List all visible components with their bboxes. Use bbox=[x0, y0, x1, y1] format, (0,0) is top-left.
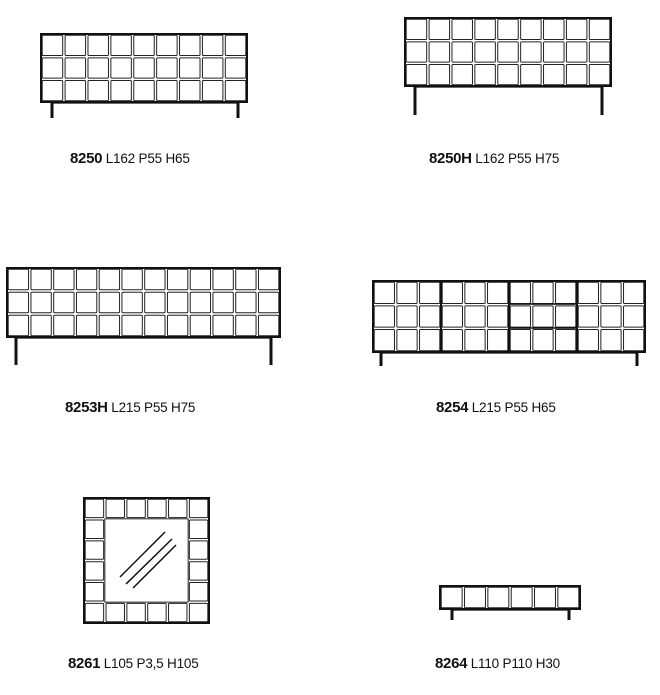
sideboard-8250H-tile bbox=[429, 42, 449, 62]
sideboard-8253H-tile bbox=[190, 292, 210, 313]
mirror-8261-glass bbox=[105, 519, 188, 602]
sideboard-8254-tile bbox=[465, 306, 485, 327]
sideboard-8253H-tile bbox=[213, 269, 233, 290]
sideboard-8250H-tile bbox=[544, 65, 564, 85]
caption-8254 bbox=[436, 399, 556, 416]
mirror-8261-tile bbox=[169, 499, 187, 517]
sideboard-8250H-tile bbox=[475, 19, 495, 39]
sideboard-8250H-tile bbox=[589, 65, 609, 85]
mirror-8261-tile bbox=[127, 499, 145, 517]
table-8264-tile bbox=[535, 587, 556, 608]
sideboard-8253H-tile bbox=[167, 292, 187, 313]
product-code: 8250 bbox=[70, 150, 103, 167]
sideboard-8250H-tile bbox=[521, 19, 541, 39]
caption-8250 bbox=[70, 150, 190, 167]
sideboard-8250H-tile bbox=[544, 19, 564, 39]
sideboard-8250-tile bbox=[202, 58, 222, 78]
sideboard-8250-tile bbox=[88, 58, 108, 78]
sideboard-8254-tile bbox=[556, 282, 576, 303]
sideboard-8250-tile bbox=[225, 58, 245, 78]
sideboard-8254-tile bbox=[601, 330, 621, 351]
sideboard-8254-tile bbox=[488, 306, 508, 327]
sideboard-8253H-tile bbox=[76, 269, 96, 290]
sideboard-8254-tile bbox=[488, 282, 508, 303]
sideboard-8254-tile bbox=[397, 282, 417, 303]
sideboard-8250-tile bbox=[134, 35, 154, 55]
product-code: 8261 bbox=[68, 655, 101, 672]
sideboard-8253H-tile bbox=[145, 269, 165, 290]
product-dimensions: L110 P110 H30 bbox=[470, 656, 560, 671]
sideboard-8253H-tile bbox=[190, 315, 210, 336]
sideboard-8250-tile bbox=[65, 58, 85, 78]
sideboard-8254-tile bbox=[442, 282, 462, 303]
sideboard-8250H-tile bbox=[452, 65, 472, 85]
sideboard-8250-tile bbox=[157, 81, 177, 101]
sideboard-8250-tile bbox=[157, 35, 177, 55]
sideboard-8254-tile bbox=[624, 282, 644, 303]
sideboard-8250-tile bbox=[180, 58, 200, 78]
sideboard-8254-tile bbox=[624, 306, 644, 327]
product-dimensions: L215 P55 H75 bbox=[111, 400, 196, 415]
sideboard-8254-tile bbox=[374, 282, 394, 303]
sideboard-8250-tile bbox=[180, 81, 200, 101]
sideboard-8254-tile bbox=[533, 330, 553, 351]
sideboard-8253H-tile bbox=[236, 269, 256, 290]
mirror-8261-tile bbox=[189, 499, 207, 517]
sideboard-8254-tile bbox=[510, 282, 530, 303]
sideboard-8253H-tile bbox=[99, 315, 119, 336]
sideboard-8250H-tile bbox=[521, 65, 541, 85]
sideboard-8253H-tile bbox=[213, 292, 233, 313]
sideboard-8250H-tile bbox=[566, 19, 586, 39]
sideboard-8253H-tile bbox=[122, 315, 142, 336]
sideboard-8250-tile bbox=[225, 35, 245, 55]
product-code: 8250H bbox=[429, 150, 472, 167]
sideboard-8253H-tile bbox=[236, 292, 256, 313]
sideboard-8253H-tile bbox=[167, 315, 187, 336]
sideboard-8253H-tile bbox=[76, 292, 96, 313]
sideboard-8250H-tile bbox=[566, 65, 586, 85]
sideboard-8254-tile bbox=[578, 306, 598, 327]
sideboard-8253H-tile bbox=[8, 269, 28, 290]
sideboard-8254-tile bbox=[533, 306, 553, 327]
product-dimensions: L105 P3,5 H105 bbox=[103, 656, 199, 671]
mirror-8261-tile bbox=[106, 603, 124, 621]
sideboard-8254-tile bbox=[578, 282, 598, 303]
sideboard-8253H-tile bbox=[145, 315, 165, 336]
table-8264-tile bbox=[441, 587, 462, 608]
sideboard-8254-tile bbox=[601, 306, 621, 327]
sideboard-8250-tile bbox=[88, 81, 108, 101]
product-code: 8253H bbox=[65, 399, 108, 416]
sideboard-8254-tile bbox=[442, 306, 462, 327]
sideboard-8250H-tile bbox=[544, 42, 564, 62]
sideboard-8253H-tile bbox=[31, 269, 51, 290]
sideboard-8253H-tile bbox=[258, 315, 278, 336]
sideboard-8250H-tile bbox=[475, 42, 495, 62]
sideboard-8254-tile bbox=[397, 306, 417, 327]
sideboard-8250-tile bbox=[134, 58, 154, 78]
mirror-8261-tile bbox=[85, 520, 103, 538]
mirror-8261-tile bbox=[169, 603, 187, 621]
sideboard-8250H-tile bbox=[475, 65, 495, 85]
sideboard-8250-tile bbox=[42, 58, 62, 78]
sideboard-8250-tile bbox=[88, 35, 108, 55]
sideboard-8254-tile bbox=[510, 306, 530, 327]
sideboard-8254-tile bbox=[624, 330, 644, 351]
sideboard-8254-tile bbox=[420, 282, 440, 303]
sideboard-8250-tile bbox=[157, 58, 177, 78]
mirror-8261-tile bbox=[189, 583, 207, 601]
product-dimensions: L162 P55 H65 bbox=[105, 151, 190, 166]
sideboard-8253H-tile bbox=[122, 292, 142, 313]
sideboard-8253H-tile bbox=[258, 269, 278, 290]
sideboard-8253H-tile bbox=[54, 269, 74, 290]
sideboard-8250-tile bbox=[134, 81, 154, 101]
mirror-8261-tile bbox=[148, 499, 166, 517]
sideboard-8254-tile bbox=[533, 282, 553, 303]
product-code: 8254 bbox=[436, 399, 469, 416]
sideboard-8254-tile bbox=[374, 330, 394, 351]
caption-8261 bbox=[68, 655, 199, 672]
sideboard-8253H-tile bbox=[145, 292, 165, 313]
sideboard-8250-tile bbox=[202, 35, 222, 55]
sideboard-8250H-tile bbox=[452, 19, 472, 39]
mirror-8261-tile bbox=[85, 562, 103, 580]
mirror-8261-tile bbox=[85, 499, 103, 517]
sideboard-8250H-tile bbox=[521, 42, 541, 62]
sideboard-8254-tile bbox=[578, 330, 598, 351]
sideboard-8250-tile bbox=[65, 81, 85, 101]
sideboard-8250H-tile bbox=[406, 42, 426, 62]
mirror-8261-tile bbox=[85, 541, 103, 559]
sideboard-8250-tile bbox=[42, 35, 62, 55]
sideboard-8254-tile bbox=[465, 282, 485, 303]
sideboard-8253H-tile bbox=[99, 292, 119, 313]
sideboard-8250H-tile bbox=[406, 65, 426, 85]
sideboard-8250H-tile bbox=[498, 19, 518, 39]
sideboard-8254-tile bbox=[374, 306, 394, 327]
sideboard-8253H-tile bbox=[190, 269, 210, 290]
sideboard-8250H-tile bbox=[406, 19, 426, 39]
sideboard-8250H-tile bbox=[566, 42, 586, 62]
sideboard-8253H-tile bbox=[76, 315, 96, 336]
sideboard-8254-tile bbox=[397, 330, 417, 351]
mirror-8261-tile bbox=[127, 603, 145, 621]
sideboard-8254-tile bbox=[488, 330, 508, 351]
product-code: 8264 bbox=[435, 655, 468, 672]
sideboard-8254-tile bbox=[420, 330, 440, 351]
caption-8253H bbox=[65, 399, 195, 416]
sideboard-8250H-tile bbox=[429, 65, 449, 85]
sideboard-8253H-tile bbox=[167, 269, 187, 290]
sideboard-8250-tile bbox=[111, 58, 131, 78]
table-8264-tile bbox=[488, 587, 509, 608]
sideboard-8250-tile bbox=[65, 35, 85, 55]
mirror-8261-tile bbox=[85, 603, 103, 621]
sideboard-8254-tile bbox=[556, 306, 576, 327]
product-dimensions: L215 P55 H65 bbox=[471, 400, 556, 415]
sideboard-8253H-tile bbox=[54, 292, 74, 313]
sideboard-8253H-tile bbox=[99, 269, 119, 290]
sideboard-8253H-tile bbox=[8, 315, 28, 336]
sideboard-8250H-tile bbox=[498, 65, 518, 85]
sideboard-8253H-tile bbox=[258, 292, 278, 313]
sideboard-8250-tile bbox=[202, 81, 222, 101]
sideboard-8253H-tile bbox=[213, 315, 233, 336]
sideboard-8254-tile bbox=[510, 330, 530, 351]
mirror-8261-tile bbox=[85, 583, 103, 601]
table-8264-tile bbox=[558, 587, 579, 608]
sideboard-8250-tile bbox=[180, 35, 200, 55]
sideboard-8250H-tile bbox=[589, 42, 609, 62]
product-dimensions: L162 P55 H75 bbox=[475, 151, 560, 166]
sideboard-8253H-tile bbox=[8, 292, 28, 313]
sideboard-8250H-tile bbox=[452, 42, 472, 62]
mirror-8261-tile bbox=[148, 603, 166, 621]
sideboard-8254-tile bbox=[556, 330, 576, 351]
caption-8264 bbox=[435, 655, 560, 672]
sideboard-8254-tile bbox=[465, 330, 485, 351]
mirror-8261-tile bbox=[189, 541, 207, 559]
sideboard-8253H-tile bbox=[54, 315, 74, 336]
sideboard-8250-tile bbox=[225, 81, 245, 101]
sideboard-8254-tile bbox=[601, 282, 621, 303]
mirror-8261-tile bbox=[189, 562, 207, 580]
mirror-8261-tile bbox=[189, 603, 207, 621]
sideboard-8250-tile bbox=[42, 81, 62, 101]
sideboard-8254-tile bbox=[420, 306, 440, 327]
sideboard-8250-tile bbox=[111, 81, 131, 101]
mirror-8261-tile bbox=[189, 520, 207, 538]
sideboard-8253H-tile bbox=[122, 269, 142, 290]
caption-8250H bbox=[429, 150, 559, 167]
sideboard-8254-tile bbox=[442, 330, 462, 351]
mirror-8261-tile bbox=[106, 499, 124, 517]
sideboard-8253H-tile bbox=[236, 315, 256, 336]
sideboard-8253H-tile bbox=[31, 315, 51, 336]
sideboard-8250H-tile bbox=[429, 19, 449, 39]
sideboard-8250H-tile bbox=[589, 19, 609, 39]
sideboard-8250H-tile bbox=[498, 42, 518, 62]
table-8264-tile bbox=[465, 587, 486, 608]
sideboard-8250-tile bbox=[111, 35, 131, 55]
sideboard-8253H-tile bbox=[31, 292, 51, 313]
table-8264-tile bbox=[511, 587, 532, 608]
